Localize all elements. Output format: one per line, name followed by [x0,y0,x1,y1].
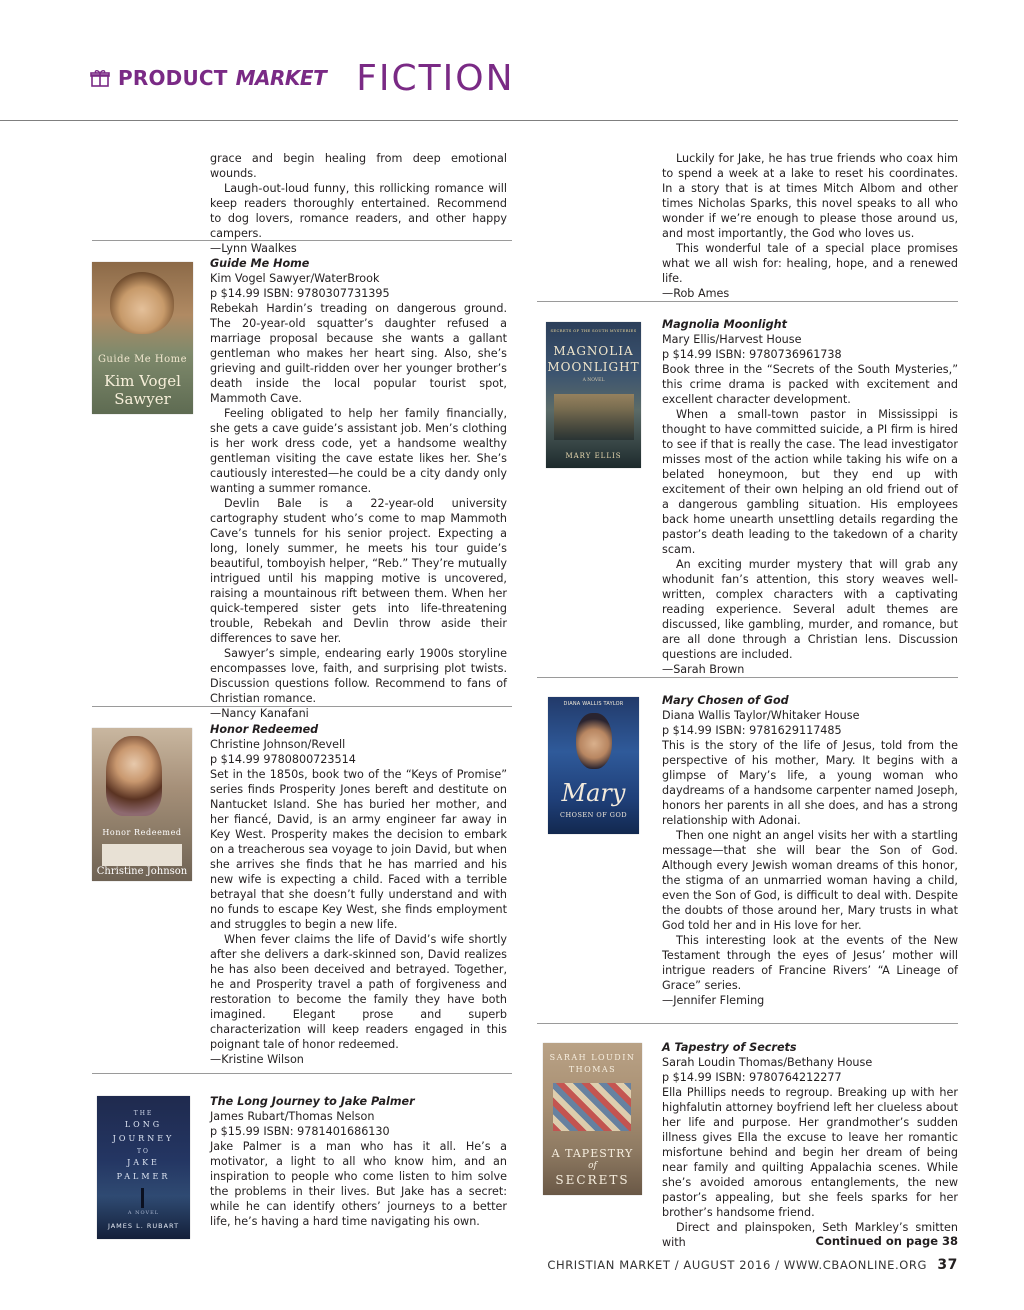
cover-text: PALMER [116,1172,171,1181]
reviewer-signature: —Jennifer Fleming [662,994,765,1007]
paragraph: Then one night an angel visits her with a startling message—that she will bear the Son of God. Although every Jewish woman dreams of this honor, the stigma of an unmarried woman having a child, even the Son of God, is difficult to deal with. Despite the doubts of those around her, Mary trusts in what God told her and in His love for her. [662,829,958,932]
cover-portrait [106,736,162,816]
header-rule [0,120,958,121]
cover-author: DIANA WALLIS TAYLOR [563,701,624,707]
reviewer-signature: —Nancy Kanafani [210,707,309,720]
paragraph: When a small-town pastor in Mississippi is thought to have committed suicide, a PI firm is hired to see if that is really the case. The lead investigator misses most of the action while taking his wife on a belated honeymoon, but they end up with excitement of their own helping an old friend out of a dangerous gambling situation. His employees back home unearth unsettling details regarding the pastor’s death leading to the takedown of a charity scam. [662,408,958,556]
review-honor-redeemed [210,722,507,1067]
cover-bridge [554,394,634,440]
cover-author: SARAH LOUDIN [549,1053,636,1062]
book-price: p $14.99 ISBN: 9780736961738 [662,348,842,361]
review-long-journey [210,1094,507,1229]
cover-author: Christine Johnson [96,866,188,877]
book-title: Guide Me Home [210,257,310,270]
paragraph: Rebekah Hardin’s treading on dangerous ground. The 20-year-old squatter’s daughter refused a marriage proposal because she wants a gallant gentleman who makes her heart sing. Also, she’s grieving and guilt-ridden over her younger brother’s death inside the local popular tourist spot, Mammoth Cave. [210,302,507,405]
gift-icon [90,68,110,88]
cover-author: THOMAS [568,1065,617,1074]
paragraph: Direct and plainspoken, Seth Markley’s smitten with [662,1221,958,1249]
section-title: FICTION [356,57,515,99]
cover-author: Kim Vogel [104,372,181,390]
cover-title: Mary [561,779,626,807]
cover-title: Guide Me Home [97,354,188,365]
paragraph: Feeling obligated to help her family financially, she gets a cave guide’s assistant job. Men’s clothing is her work dress code, yet a handsome wealthy gentleman visiting the cave estate likes her. She’s cautiously interested—he could be a city dandy only wanting a summer romance. [210,407,507,495]
paragraph: This is the story of the life of Jesus, told from the perspective of his mother, Mary. It begins with a glimpse of Mary’s life, a young woman who daydreams of a handsome carpenter named Joseph, honors her parents in all she does, and has a strong relationship with Adonai. [662,739,958,827]
page-footer [547,1257,958,1273]
book-author: Sarah Loudin Thomas/Bethany House [662,1056,873,1069]
cover-text: THE [133,1110,154,1117]
divider [537,301,958,302]
cover-portrait [576,713,612,769]
paragraph: Ella Phillips needs to regroup. Breaking up with her highfalutin attorney boyfriend left her clueless about her life and purpose. Her grandmother’s sudden illness gives Ella the excuse to leave her romantic misfortune behind and begin her dream of being near family and quilting Appalachia scenes. While she’s avoided amorous entanglements, the new pastor’s appealing, but she feels sparks for her brother’s handsome friend. [662,1086,958,1219]
cover-text: JAKE [127,1158,160,1167]
cover-title: SECRETS [555,1173,630,1187]
paragraph: An exciting murder mystery that will grab any whodunit fan’s attention, this story weaves well-written, complex characters with a captivating reading experience. Several adult themes are discussed, like gambling, murder, and romance, but are all done through a Christian lens. Discussion questions are included. [662,558,958,661]
cover-title: CHOSEN OF GOD [559,811,628,819]
book-cover-magnolia-moonlight [546,322,641,468]
cover-author: JAMES L. RUBART [107,1222,180,1230]
cover-text: SECRETS OF THE SOUTH MYSTERIES [550,328,637,333]
header-market: MARKET [235,66,327,90]
book-price: p $14.99 ISBN: 9780764212277 [662,1071,842,1084]
cover-quilt [553,1083,631,1131]
paragraph: Jake Palmer is a man who has it all. He’s a motivator, a light to all who know him, and an inspiration to people who come listen to him solve the problems in their lives. But Jake has a secret: while he can identify others’ journeys to a better life, he’s having a hard time navigating his own. [210,1140,507,1228]
paragraph: grace and begin healing from deep emotional wounds. [210,152,507,180]
book-price: p $14.99 ISBN: 9781629117485 [662,724,842,737]
paragraph: Devlin Bale is a 22-year-old university cartography student who’s come to map Mammoth Cave’s tunnels for his senior project. Expecting a long, lonely summer, he meets his tour guide’s beautiful, tomboyish helper, “Reb.” They’re mutually intrigued until his mapping motive is uncovered, raising a mountainous rift between them. When her quick-tempered sister gets into life-threatening trouble, Rebekah and Devlin throw aside their differences to save her. [210,497,507,645]
divider [92,240,512,241]
book-author: Mary Ellis/Harvest House [662,333,802,346]
book-title: Mary Chosen of God [662,694,789,707]
divider [92,1073,512,1074]
paragraph: Sawyer’s simple, endearing early 1900s storyline encompasses love, faith, and surprising plot twists. Discussion questions follow. Recommend to fans of Christian romance. [210,647,507,705]
cover-author: Sawyer [114,390,171,408]
cover-title: of [588,1161,597,1171]
cover-house [102,844,182,866]
paragraph: Book three in the “Secrets of the South Mysteries,” this crime drama is packed with excitement and excellent character development. [662,363,958,406]
book-cover-mary-chosen-of-god [548,697,639,834]
paragraph: When fever claims the life of David’s wife shortly after she delivers a dark-skinned son, David realizes he has also been deceived and betrayed. Together, he and Prosperity travel a path of forgiveness and restoration to become the family they have both imagined. Elegant prose and superb characterization will keep readers engaged in this poignant tale of honor redeemed. [210,933,507,1051]
review-continuation-right [662,151,958,301]
divider [92,706,512,707]
book-title: The Long Journey to Jake Palmer [210,1095,415,1108]
reviewer-signature: —Rob Ames [662,287,730,300]
continued-notice: Continued on page 38 [815,1234,958,1248]
cover-text: A NOVEL [127,1210,160,1216]
book-title: A Tapestry of Secrets [662,1041,797,1054]
book-cover-guide-me-home [92,262,193,414]
book-author: Diana Wallis Taylor/Whitaker House [662,709,860,722]
book-cover-honor-redeemed [92,728,192,881]
book-title: Honor Redeemed [210,723,319,736]
book-author: Christine Johnson/Revell [210,738,346,751]
review-magnolia-moonlight [662,317,958,677]
book-price: p $14.99 9780800723514 [210,753,356,766]
book-title: Magnolia Moonlight [662,318,787,331]
book-price: p $14.99 ISBN: 9780307731395 [210,287,390,300]
reviewer-signature: —Lynn Waalkes [210,242,297,255]
cover-title: Honor Redeemed [102,828,182,837]
book-cover-tapestry-of-secrets [543,1043,642,1195]
reviewer-signature: —Kristine Wilson [210,1053,304,1066]
cover-text: A NOVEL [582,378,605,383]
cover-author: MARY ELLIS [565,452,622,460]
cover-title: MAGNOLIA [553,344,634,358]
book-price: p $15.99 ISBN: 9781401686130 [210,1125,390,1138]
page-header [90,56,515,100]
page-number: 37 [937,1257,958,1273]
cover-portrait [110,272,174,334]
footer-text: CHRISTIAN MARKET / AUGUST 2016 / WWW.CBAONLINE.ORG [547,1258,928,1272]
cover-text: TO [137,1148,150,1155]
divider [537,1023,958,1024]
divider [537,677,958,678]
paragraph: Set in the 1850s, book two of the “Keys of Promise” series finds Prosperity Jones bereft and destitute on Nantucket Island. She has buried her mother, and her fiancé, David, is an army engineer far away in Key West. Prosperity makes the decision to embark on a treacherous sea voyage to join David, but when she arrives she finds that he has married and his new wife is expecting a child. Faced with a terrible betrayal that she doesn’t fully understand and with no funds to escape Key West, she finds employment and struggles to begin a new life. [210,768,507,931]
cover-figure [141,1188,144,1208]
book-author: James Rubart/Thomas Nelson [210,1110,375,1123]
paragraph: This wonderful tale of a special place promises what we all wish for: healing, hope, and a renewed life. [662,242,958,285]
cover-title: A TAPESTRY [551,1147,634,1160]
paragraph: Laugh-out-loud funny, this rollicking romance will keep readers thoroughly entertained. Recommend to dog lovers, romance readers, and other happy campers. [210,182,507,240]
review-mary-chosen-of-god [662,693,958,1008]
paragraph: Luckily for Jake, he has true friends who coax him to spend a week at a lake to reset his coordinates. In a story that is at times Mitch Albom and other times Nicholas Sparks, this novel speaks to all who wonder if we’re enough to please those around us, and most importantly, the God who loves us. [662,152,958,240]
header-product: PRODUCT [118,66,228,90]
review-guide-me-home [210,256,507,721]
cover-text: LONG [124,1120,163,1129]
paragraph: This interesting look at the events of the New Testament through the eyes of Jesus’ mother will intrigue readers of Francine Rivers’ “A Lineage of Grace” series. [662,934,958,992]
review-tapestry-of-secrets [662,1040,958,1250]
cover-text: JOURNEY [112,1134,175,1143]
reviewer-signature: —Sarah Brown [662,663,745,676]
book-cover-long-journey [97,1096,190,1239]
cover-title: MOONLIGHT [547,360,640,374]
book-author: Kim Vogel Sawyer/WaterBrook [210,272,380,285]
